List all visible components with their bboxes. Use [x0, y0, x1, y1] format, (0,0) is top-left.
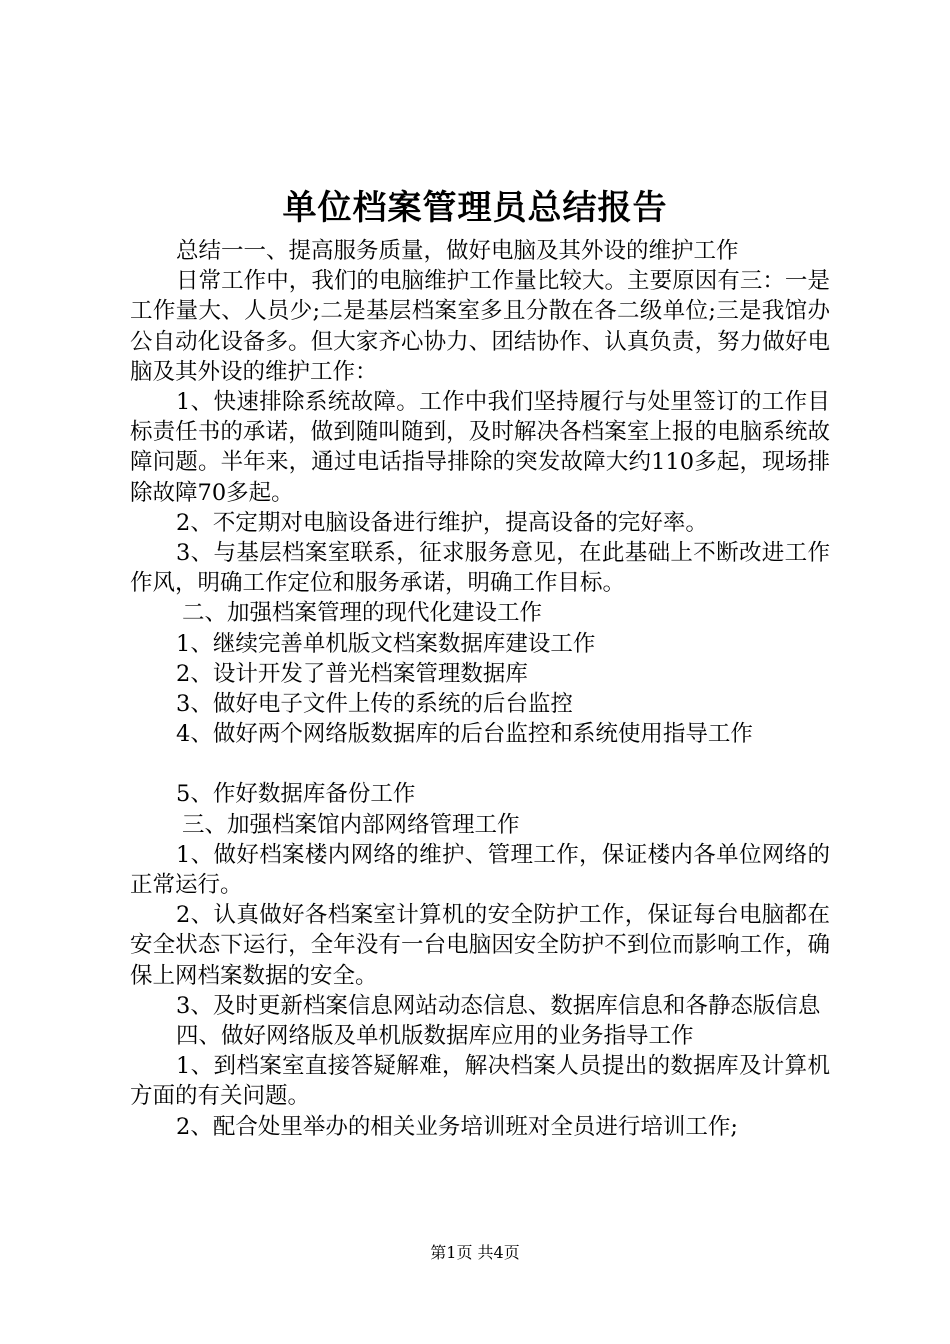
- paragraph: 2、配合处里举办的相关业务培训班对全员进行培训工作;: [176, 1113, 738, 1140]
- section-heading: 四、做好网络版及单机版数据库应用的业务指导工作: [176, 1023, 694, 1050]
- document-body: [130, 236, 830, 1142]
- paragraph: 日常工作中，我们的电脑维护工作量比较大。主要原因有三：一是工作量大、人员少;二是基层档案室多且分散在各二级单位;三是我馆办公自动化设备多。但大家齐心协力、团结协作、认真负责，努力做好电脑及其外设的维护工作：: [130, 268, 830, 385]
- paragraph: 1、到档案室直接答疑解难，解决档案人员提出的数据库及计算机方面的有关问题。: [130, 1053, 830, 1110]
- section-heading: 三、加强档案馆内部网络管理工作: [182, 811, 520, 838]
- paragraph: 3、做好电子文件上传的系统的后台监控: [176, 691, 573, 718]
- paragraph: 2、认真做好各档案室计算机的安全防护工作，保证每台电脑都在安全状态下运行，全年没有一台电脑因安全防护不到位而影响工作，确保上网档案数据的安全。: [130, 902, 830, 989]
- paragraph: 5、作好数据库备份工作: [176, 781, 416, 808]
- blank-line: [130, 749, 830, 779]
- paragraph: 2、设计开发了普光档案管理数据库: [176, 660, 528, 687]
- paragraph: 1、快速排除系统故障。工作中我们坚持履行与处里签订的工作目标责任书的承诺，做到随叫随到，及时解决各档案室上报的电脑系统故障问题。半年来，通过电话指导排除的突发故障大约110多起，现场排除故障70多起。: [130, 389, 830, 506]
- paragraph: 3、与基层档案室联系，征求服务意见，在此基础上不断改进工作作风，明确工作定位和服务承诺，明确工作目标。: [130, 540, 830, 597]
- paragraph: 总结一一、提高服务质量，做好电脑及其外设的维护工作: [176, 238, 739, 264]
- paragraph: 3、及时更新档案信息网站动态信息、数据库信息和各静态版信息: [176, 992, 821, 1019]
- document-title: 单位档案管理员总结报告: [282, 188, 668, 228]
- paragraph: 1、继续完善单机版文档案数据库建设工作: [176, 630, 596, 657]
- paragraph: 1、做好档案楼内网络的维护、管理工作，保证楼内各单位网络的正常运行。: [130, 841, 830, 899]
- paragraph: 4、做好两个网络版数据库的后台监控和系统使用指导工作: [176, 721, 753, 748]
- paragraph: 2、不定期对电脑设备进行维护，提高设备的完好率。: [176, 509, 708, 536]
- section-heading: 二、加强档案管理的现代化建设工作: [182, 600, 543, 627]
- page-footer: 第1页 共4页: [430, 1243, 520, 1262]
